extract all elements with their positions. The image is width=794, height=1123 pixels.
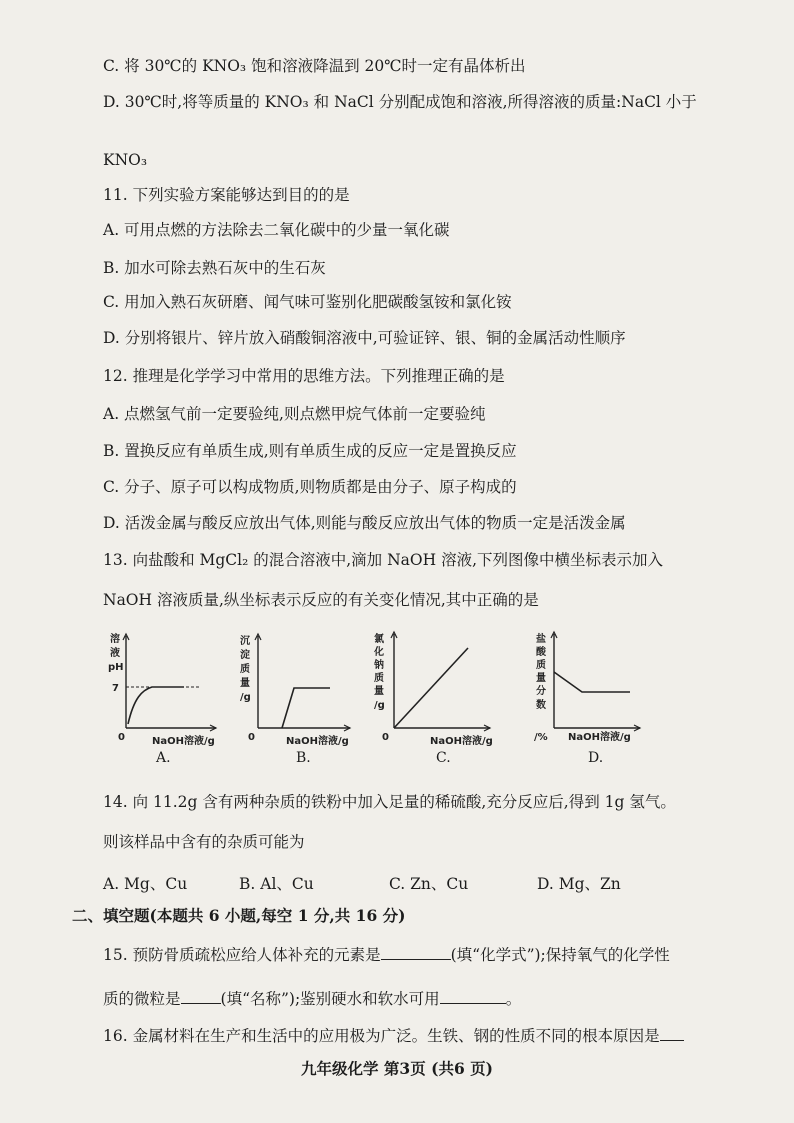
q15-text-5: 。 [505, 990, 522, 1008]
q13-stem-line2: NaOH 溶液质量,纵坐标表示反应的有关变化情况,其中正确的是 [103, 591, 539, 609]
q15-text-1: 15. 预防骨质疏松应给人体补充的元素是 [103, 946, 381, 964]
graph-c-ylabel-3: 钠 [374, 660, 384, 671]
q10-option-d-line2: KNO₃ [103, 151, 148, 169]
graph-d-ylabel-3: 质 [536, 660, 546, 671]
graph-c-ylabel-4: 质 [374, 673, 384, 684]
graph-c-curve [394, 648, 468, 728]
q15-blank-3[interactable] [440, 989, 506, 1004]
q14-option-c: C. Zn、Cu [389, 875, 469, 893]
q12-option-a: A. 点燃氢气前一定要验纯,则点燃甲烷气体前一定要验纯 [103, 405, 486, 423]
graph-d-ylabel-6: 数 [536, 700, 546, 711]
q14-option-a: A. Mg、Cu [103, 875, 188, 893]
graph-d-caption: D. [588, 750, 604, 766]
q12-option-c: C. 分子、原子可以构成物质,则物质都是由分子、原子构成的 [103, 478, 517, 496]
graph-d-ylabel-1: 盐 [536, 634, 546, 645]
q13-stem-line1: 13. 向盐酸和 MgCl₂ 的混合溶液中,滴加 NaOH 溶液,下列图像中横坐标表示加入 [103, 551, 663, 569]
graph-d-curve [554, 672, 630, 692]
graph-b-ylabel-3: 质 [240, 664, 250, 675]
graph-b [238, 628, 358, 748]
graph-b-origin: 0 [248, 732, 255, 743]
graph-c-ylabel-1: 氯 [374, 634, 384, 645]
q12-option-b: B. 置换反应有单质生成,则有单质生成的反应一定是置换反应 [103, 442, 517, 460]
graph-c-origin: 0 [382, 732, 389, 743]
q12-stem: 12. 推理是化学学习中常用的思维方法。下列推理正确的是 [103, 367, 505, 385]
q15-line1 [103, 945, 754, 965]
q15-line2 [103, 989, 754, 1009]
q15-text-4: (填“名称”);鉴别硬水和软水可用 [220, 990, 440, 1008]
q14-option-b: B. Al、Cu [239, 875, 314, 893]
graph-d-origin: /% [534, 732, 548, 743]
q14-stem-line1: 14. 向 11.2g 含有两种杂质的铁粉中加入足量的稀硫酸,充分反应后,得到 1g 氢气。 [103, 793, 676, 811]
graph-c-ylabel-2: 化 [374, 647, 384, 658]
q11-stem: 11. 下列实验方案能够达到目的的是 [103, 186, 350, 204]
graph-a-ylabel-2: 液 [110, 648, 120, 659]
graph-a-xlabel: NaOH溶液/g [152, 736, 215, 747]
graph-d-ylabel-4: 量 [536, 673, 546, 684]
q11-option-c: C. 用加入熟石灰研磨、闻气味可鉴别化肥碳酸氢铵和氯化铵 [103, 293, 512, 311]
graph-a-caption: A. [156, 750, 171, 766]
graph-b-ylabel-4: 量 [240, 678, 250, 689]
graph-b-caption: B. [296, 750, 311, 766]
graph-b-ylabel-1: 沉 [240, 636, 250, 647]
graph-a-ylabel-1: 溶 [110, 634, 120, 645]
q16-blank-1[interactable] [660, 1026, 684, 1041]
graph-d [520, 628, 645, 748]
graph-d-xlabel: NaOH溶液/g [568, 732, 631, 743]
graph-a-tick-7: 7 [112, 683, 119, 694]
q10-option-c: C. 将 30℃的 KNO₃ 饱和溶液降温到 20℃时一定有晶体析出 [103, 57, 526, 75]
graph-a-ylabel-3: pH [108, 662, 124, 673]
graph-b-ylabel-2: 淀 [240, 650, 250, 661]
q15-blank-2[interactable] [181, 989, 221, 1004]
graph-c-ylabel-5: 量 [374, 686, 384, 697]
graph-c-xlabel: NaOH溶液/g [430, 736, 493, 747]
graph-c-caption: C. [436, 750, 451, 766]
q14-option-d: D. Mg、Zn [537, 875, 621, 893]
graph-d-ylabel-5: 分 [536, 686, 546, 697]
graph-d-ylabel-2: 酸 [536, 647, 546, 658]
graph-b-ylabel-5: /g [240, 692, 251, 703]
q15-blank-1[interactable] [381, 945, 451, 960]
graph-a-curve [128, 687, 184, 724]
q14-stem-line2: 则该样品中含有的杂质可能为 [103, 833, 305, 851]
q16-line1 [103, 1026, 754, 1046]
q15-text-2: (填“化学式”);保持氧气的化学性 [450, 946, 670, 964]
graph-a [104, 628, 224, 748]
graph-c-ylabel-6: /g [374, 700, 385, 711]
q16-text-1: 16. 金属材料在生产和生活中的应用极为广泛。生铁、钢的性质不同的根本原因是 [103, 1027, 660, 1045]
q10-option-d-line1: D. 30℃时,将等质量的 KNO₃ 和 NaCl 分别配成饱和溶液,所得溶液的质量:NaCl 小于 [103, 93, 697, 111]
q11-option-d: D. 分别将银片、锌片放入硝酸铜溶液中,可验证锌、银、铜的金属活动性顺序 [103, 329, 626, 347]
q11-option-a: A. 可用点燃的方法除去二氧化碳中的少量一氧化碳 [103, 221, 450, 239]
q11-option-b: B. 加水可除去熟石灰中的生石灰 [103, 259, 326, 277]
graph-a-origin: 0 [118, 732, 125, 743]
page-footer: 九年级化学 第3页 (共6 页) [301, 1059, 493, 1078]
graph-b-xlabel: NaOH溶液/g [286, 736, 349, 747]
q12-option-d: D. 活泼金属与酸反应放出气体,则能与酸反应放出气体的物质一定是活泼金属 [103, 514, 626, 532]
graph-c [372, 628, 497, 748]
graph-b-curve [282, 688, 330, 728]
section-2-title: 二、填空题(本题共 6 小题,每空 1 分,共 16 分) [72, 906, 406, 925]
q15-text-3: 质的微粒是 [103, 990, 181, 1008]
